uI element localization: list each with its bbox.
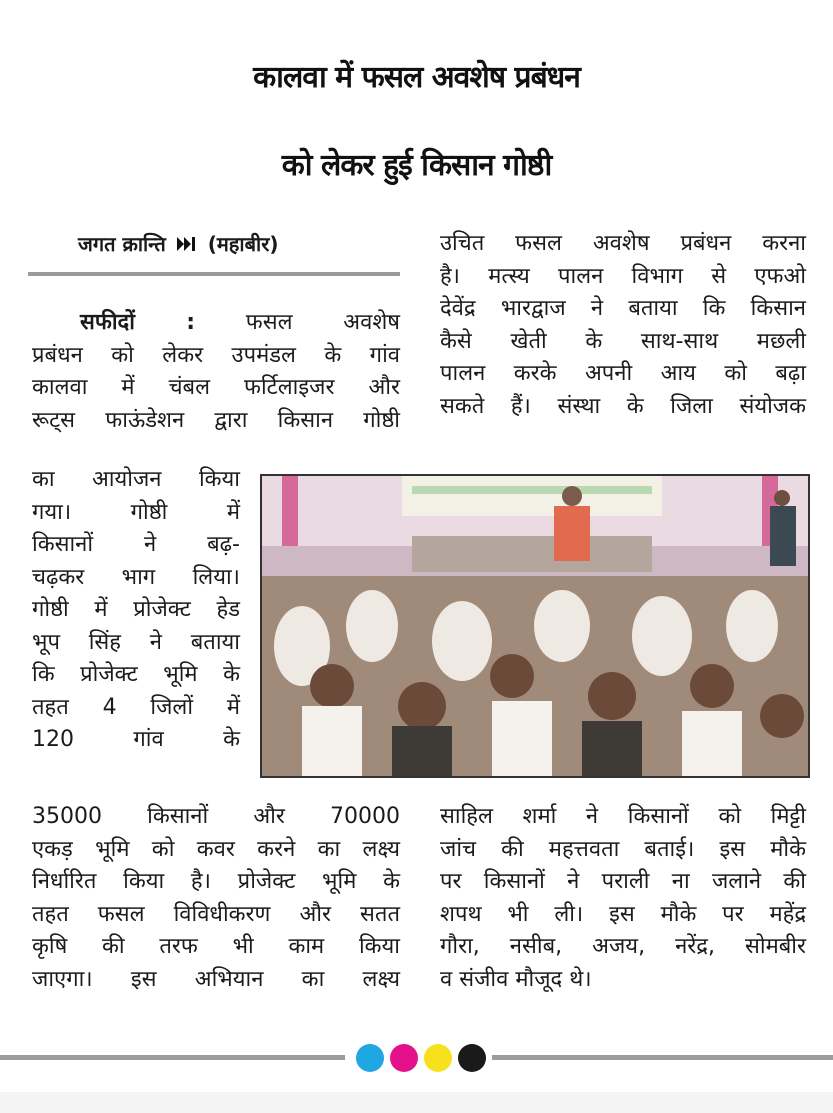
text-line: 35000 किसानों और 70000 <box>32 804 400 829</box>
event-photo <box>260 474 810 778</box>
column1-narrow <box>32 464 240 757</box>
text-line: सकते हैं। संस्था के जिला संयोजक <box>440 393 806 419</box>
text-line: रूट्स फाऊंडेशन द्वारा किसान गोष्ठी <box>32 407 400 433</box>
text-line: का आयोजन किया <box>32 467 240 492</box>
text-line: जाएगा। इस अभियान का लक्ष्य <box>32 966 400 992</box>
text-line: तहत 4 जिलों में <box>32 694 240 720</box>
text-line: जांच की महत्तवता बताई। इस मौके <box>440 836 806 862</box>
text-line: गौरा, नसीब, अजय, नरेंद्र, सोमबीर <box>440 934 806 959</box>
text-line: व संजीव मौजूद थे। <box>440 966 592 992</box>
text-run: फसल अवशेष <box>195 310 400 335</box>
text-line: तहत फसल विविधीकरण और सतत <box>32 901 400 927</box>
text-line: 120 गांव के <box>32 727 240 752</box>
text-line: कालवा में चंबल फर्टिलाइजर और <box>32 375 400 400</box>
text-line: कैसे खेती के साथ-साथ मछली <box>440 328 806 354</box>
cyan-registration-dot <box>356 1044 384 1072</box>
magenta-registration-dot <box>390 1044 418 1072</box>
text-line: शपथ भी ली। इस मौके पर महेंद्र <box>440 901 806 927</box>
text-line: प्रबंधन को लेकर उपमंडल के गांव <box>32 342 400 368</box>
text-line: पालन करके अपनी आय को बढ़ा <box>440 361 806 386</box>
column2-bottom <box>440 801 806 996</box>
text-line: भूप सिंह ने बताया <box>32 629 240 655</box>
text-line: देवेंद्र भारद्वाज ने बताया कि किसान <box>440 296 806 321</box>
text-line: है। मत्स्य पालन विभाग से एफओ <box>440 263 806 289</box>
text-line: किसानों ने बढ़- <box>32 532 240 557</box>
headline-line-2: को लेकर हुई किसान गोष्ठी <box>281 148 552 183</box>
fast-forward-icon <box>177 230 197 262</box>
text-line: कि प्रोजेक्ट भूमि के <box>32 662 240 687</box>
text-line: साहिल शर्मा ने किसानों को मिट्टी <box>440 804 806 829</box>
text-line: पर किसानों ने पराली ना जलाने की <box>440 869 806 894</box>
text-line <box>32 307 400 340</box>
text-line: गोष्ठी में प्रोजेक्ट हेड <box>32 597 240 622</box>
dateline: सफीदों : <box>80 310 196 335</box>
column2-top <box>440 228 806 423</box>
text-line: चढ़कर भाग लिया। <box>32 564 240 590</box>
text-line: निर्धारित किया है। प्रोजेक्ट भूमि के <box>32 869 400 894</box>
byline-divider <box>28 272 400 276</box>
byline-reporter: (महाबीर) <box>207 232 279 256</box>
column1-intro <box>32 307 400 437</box>
bottom-margin <box>0 1092 833 1113</box>
text-line: कृषि की तरफ भी काम किया <box>32 934 400 959</box>
headline-line-1: कालवा में फसल अवशेष प्रबंधन <box>253 60 580 95</box>
byline <box>78 228 279 262</box>
text-line: गया। गोष्ठी में <box>32 499 240 525</box>
footer-rule-right <box>492 1055 833 1060</box>
black-registration-dot <box>458 1044 486 1072</box>
byline-paper: जगत क्रान्ति <box>78 232 166 256</box>
footer-rule-left <box>0 1055 345 1060</box>
text-line: उचित फसल अवशेष प्रबंधन करना <box>440 231 806 256</box>
column1-bottom <box>32 801 400 996</box>
yellow-registration-dot <box>424 1044 452 1072</box>
text-line: एकड़ भूमि को कवर करने का लक्ष्य <box>32 836 400 862</box>
